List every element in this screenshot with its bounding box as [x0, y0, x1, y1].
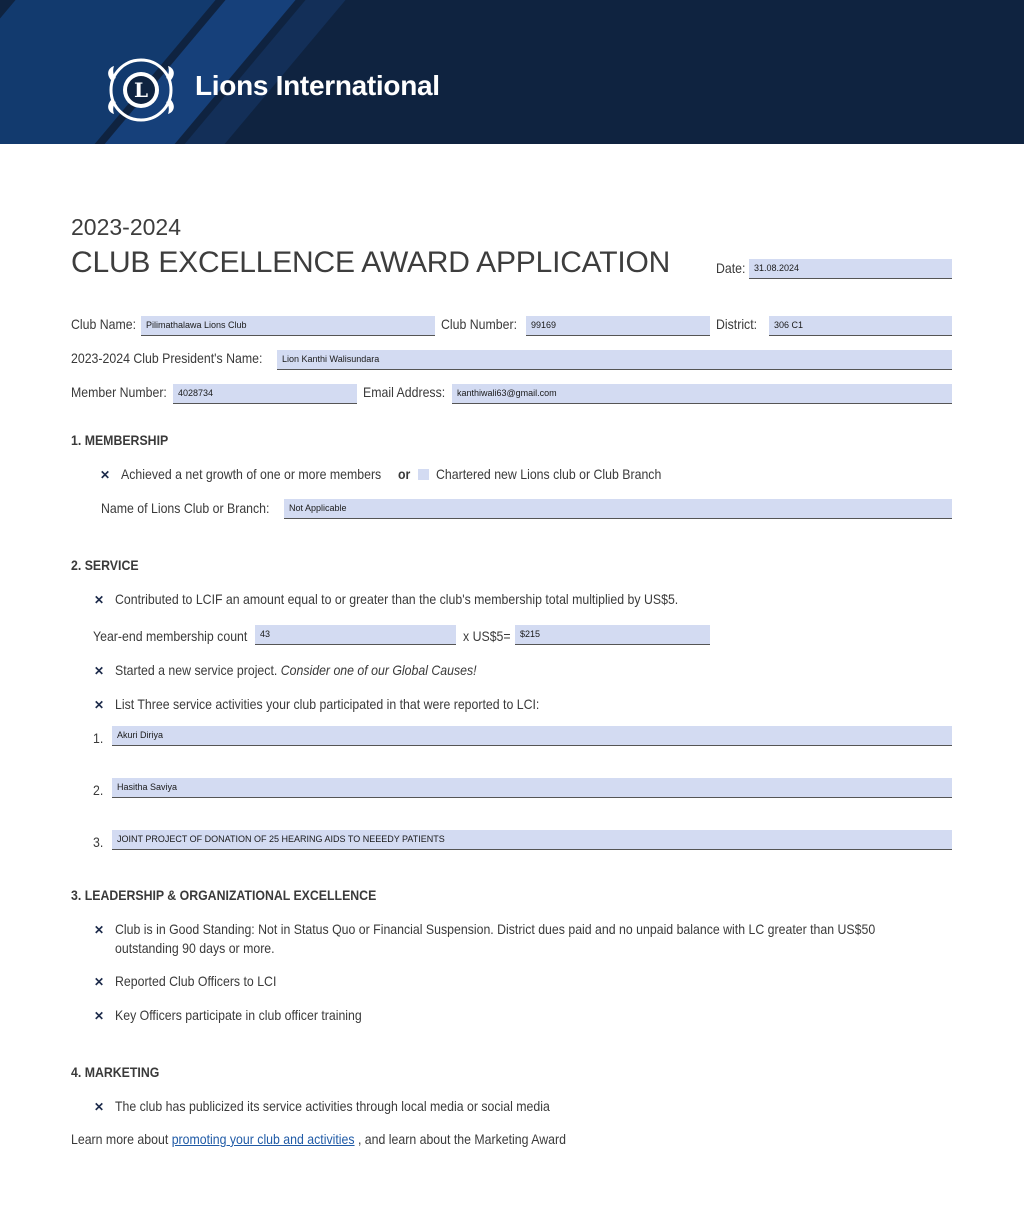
email-field[interactable]: kanthiwali63@gmail.com — [452, 384, 952, 404]
svg-text:L: L — [133, 78, 149, 102]
good-standing-label-line1: Club is in Good Standing: Not in Status Quo or Financial Suspension. District dues paid and no unpaid balance with LC greater than US$50 — [115, 921, 876, 937]
reported-officers-label: Reported Club Officers to LCI — [115, 973, 277, 989]
district-field[interactable]: 306 C1 — [769, 316, 952, 336]
chartered-club-checkbox[interactable] — [418, 469, 429, 480]
service-list-checkbox[interactable]: ✕ — [93, 698, 105, 712]
membership-growth-checkbox[interactable]: ✕ — [99, 468, 111, 482]
email-label: Email Address: — [363, 384, 446, 400]
activity-number-3: 3. — [93, 834, 104, 850]
club-name-field[interactable]: Pilimathalawa Lions Club — [141, 316, 435, 336]
activity-field-3[interactable]: JOINT PROJECT OF DONATION OF 25 HEARING AIDS TO NEEEDY PATIENTS — [112, 830, 952, 850]
lions-emblem-icon — [104, 54, 178, 126]
member-number-label: Member Number: — [71, 384, 167, 400]
activity-field-2[interactable]: Hasitha Saviya — [112, 778, 952, 798]
service-heading: 2. SERVICE — [71, 557, 139, 573]
chartered-club-label: Chartered new Lions club or Club Branch — [436, 466, 662, 482]
president-field[interactable]: Lion Kanthi Walisundara — [277, 350, 952, 370]
activity-field-1[interactable]: Akuri Diriya — [112, 726, 952, 746]
club-name-label: Club Name: — [71, 316, 137, 332]
form-year: 2023-2024 — [71, 214, 181, 240]
reported-officers-checkbox[interactable]: ✕ — [93, 975, 105, 989]
branch-name-field[interactable]: Not Applicable — [284, 499, 952, 519]
lcif-checkbox[interactable]: ✕ — [93, 593, 105, 607]
lcif-label: Contributed to LCIF an amount equal to or greater than the club's membership total multiplied by US$5. — [115, 591, 679, 607]
activity-number-1: 1. — [93, 730, 104, 746]
club-number-field[interactable]: 99169 — [526, 316, 710, 336]
president-label: 2023-2024 Club President's Name: — [71, 350, 263, 366]
lcif-amount-field[interactable]: $215 — [515, 625, 710, 645]
new-project-label: Started a new service project. Consider one of our Global Causes! — [115, 662, 477, 678]
date-field[interactable]: 31.08.2024 — [749, 259, 952, 279]
officer-training-label: Key Officers participate in club officer training — [115, 1007, 362, 1023]
date-label: Date: — [716, 260, 746, 276]
membership-heading: 1. MEMBERSHIP — [71, 432, 169, 448]
leadership-heading: 3. LEADERSHIP & ORGANIZATIONAL EXCELLENCE — [71, 887, 377, 903]
brand-name: Lions International — [195, 70, 440, 101]
officer-training-checkbox[interactable]: ✕ — [93, 1009, 105, 1023]
membership-or-label: or — [398, 466, 411, 482]
membership-count-field[interactable]: 43 — [255, 625, 456, 645]
good-standing-checkbox[interactable]: ✕ — [93, 923, 105, 937]
global-causes-note: Consider one of our Global Causes! — [280, 662, 477, 678]
publicized-checkbox[interactable]: ✕ — [93, 1100, 105, 1114]
form-title: CLUB EXCELLENCE AWARD APPLICATION — [71, 246, 671, 279]
learn-more-text: Learn more about promoting your club and activities , and learn about the Marketing Award — [71, 1131, 566, 1147]
marketing-heading: 4. MARKETING — [71, 1064, 160, 1080]
membership-count-label: Year-end membership count — [93, 628, 248, 644]
multiplier-label: x US$5= — [463, 628, 511, 644]
publicized-label: The club has publicized its service activities through local media or social media — [115, 1098, 550, 1114]
good-standing-label-line2: outstanding 90 days or more. — [115, 940, 275, 956]
activity-number-2: 2. — [93, 782, 104, 798]
header-banner — [0, 0, 1024, 144]
service-list-label: List Three service activities your club participated in that were reported to LCI: — [115, 696, 540, 712]
district-label: District: — [716, 316, 758, 332]
new-project-checkbox[interactable]: ✕ — [93, 664, 105, 678]
membership-growth-label: Achieved a net growth of one or more members — [121, 466, 382, 482]
club-number-label: Club Number: — [441, 316, 518, 332]
promoting-club-link[interactable]: promoting your club and activities — [171, 1131, 355, 1147]
member-number-field[interactable]: 4028734 — [173, 384, 357, 404]
branch-name-label: Name of Lions Club or Branch: — [101, 500, 270, 516]
